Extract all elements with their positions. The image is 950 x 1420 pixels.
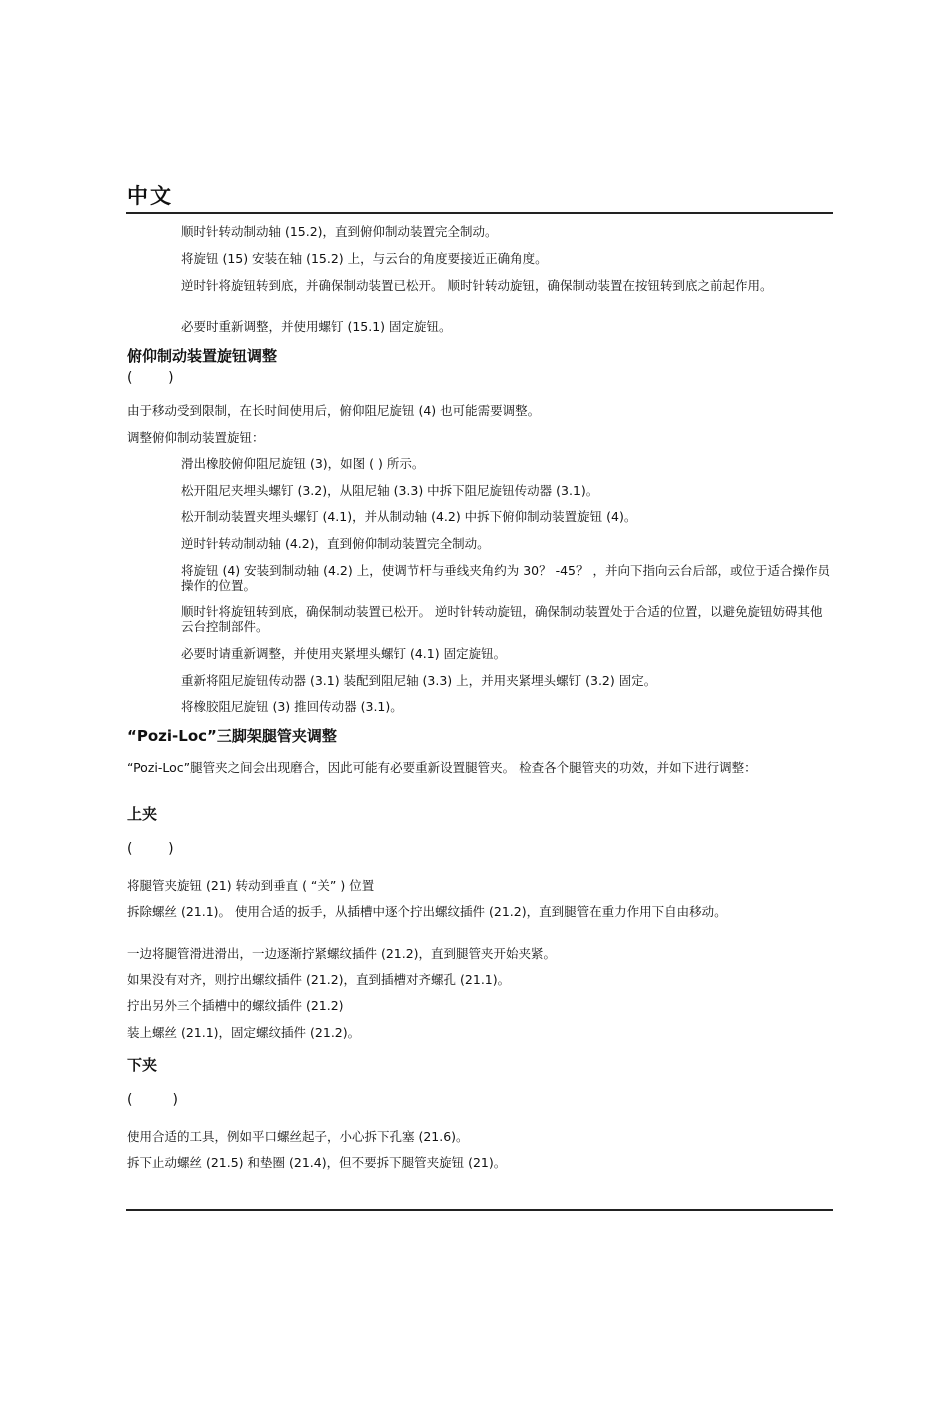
bottom-rule: [126, 1209, 833, 1211]
figure-reference: ( ): [127, 1092, 178, 1108]
section-heading-tilt-brake: 俯仰制动装置旋钮调整: [127, 347, 278, 365]
step-item: 松开阻尼夹埋头螺钉 (3.2)，从阻尼轴 (3.3) 中拆下阻尼旋钮传动器 (3.1)。: [181, 483, 599, 498]
paragraph: “Pozi-Loc”腿管夹之间会出现磨合，因此可能有必要重新设置腿管夹。 检查各个腿管夹的功效，并如下进行调整：: [127, 760, 757, 775]
intro-step-1: 顺时针转动制动轴 (15.2)，直到俯仰制动装置完全制动。: [181, 224, 498, 239]
figure-reference: ( ): [127, 370, 174, 386]
step-item: 拆除螺丝 (21.1)。 使用合适的扳手，从插槽中逐个拧出螺纹插件 (21.2)，直到腿管在重力作用下自由移动。: [127, 904, 727, 919]
step-item: 将旋钮 (4) 安装到制动轴 (4.2) 上，使调节杆与垂线夹角约为 30？ -45？ ，并向下指向云台后部，或位于适合操作员操作的位置。: [181, 563, 830, 593]
subheading-upper-clamp: 上夹: [127, 805, 158, 823]
section-heading-pozi-loc: “Pozi-Loc”三脚架腿管夹调整: [127, 727, 337, 745]
step-item: 拧出另外三个插槽中的螺纹插件 (21.2): [127, 998, 344, 1013]
figure-reference: ( ): [127, 841, 174, 857]
intro-step-2: 将旋钮 (15) 安装在轴 (15.2) 上，与云台的角度要接近正确角度。: [181, 251, 548, 266]
step-item: 滑出橡胶俯仰阻尼旋钮 (3)，如图 ( ) 所示。: [181, 456, 425, 471]
step-item: 拆下止动螺丝 (21.5) 和垫圈 (21.4)，但不要拆下腿管夹旋钮 (21)。: [127, 1155, 507, 1170]
step-item: 重新将阻尼旋钮传动器 (3.1) 装配到阻尼轴 (3.3) 上，并用夹紧埋头螺钉 (3.2) 固定。: [181, 673, 657, 688]
language-title: 中文: [127, 184, 173, 208]
intro-step-3: 逆时针将旋钮转到底，并确保制动装置已松开。 顺时针转动旋钮，确保制动装置在按钮转到底之前起作用。: [181, 278, 773, 293]
step-item: 装上螺丝 (21.1)，固定螺纹插件 (21.2)。: [127, 1025, 361, 1040]
paragraph: 由于移动受到限制，在长时间使用后，俯仰阻尼旋钮 (4) 也可能需要调整。: [127, 403, 541, 418]
intro-step-4: 必要时重新调整，并使用螺钉 (15.1) 固定旋钮。: [181, 319, 452, 334]
step-item: 逆时针转动制动轴 (4.2)，直到俯仰制动装置完全制动。: [181, 536, 490, 551]
step-item: 使用合适的工具，例如平口螺丝起子，小心拆下孔塞 (21.6)。: [127, 1129, 469, 1144]
step-item: 一边将腿管滑进滑出，一边逐渐拧紧螺纹插件 (21.2)，直到腿管夹开始夹紧。: [127, 946, 557, 961]
subheading-lower-clamp: 下夹: [127, 1056, 158, 1074]
step-item: 松开制动装置夹埋头螺钉 (4.1)，并从制动轴 (4.2) 中拆下俯仰制动装置旋钮 (4)。: [181, 509, 637, 524]
step-item: 将腿管夹旋钮 (21) 转动到垂直 ( “关” ) 位置: [127, 878, 375, 893]
step-item: 顺时针将旋钮转到底，确保制动装置已松开。 逆时针转动旋钮，确保制动装置处于合适的位置，以避免旋钮妨碍其他云台控制部件。: [181, 604, 823, 634]
step-item: 如果没有对齐，则拧出螺纹插件 (21.2)，直到插槽对齐螺孔 (21.1)。: [127, 972, 511, 987]
paragraph: 调整俯仰制动装置旋钮：: [127, 430, 265, 445]
step-item: 将橡胶阻尼旋钮 (3) 推回传动器 (3.1)。: [181, 699, 403, 714]
step-item: 必要时请重新调整，并使用夹紧埋头螺钉 (4.1) 固定旋钮。: [181, 646, 507, 661]
top-rule: [126, 212, 833, 214]
